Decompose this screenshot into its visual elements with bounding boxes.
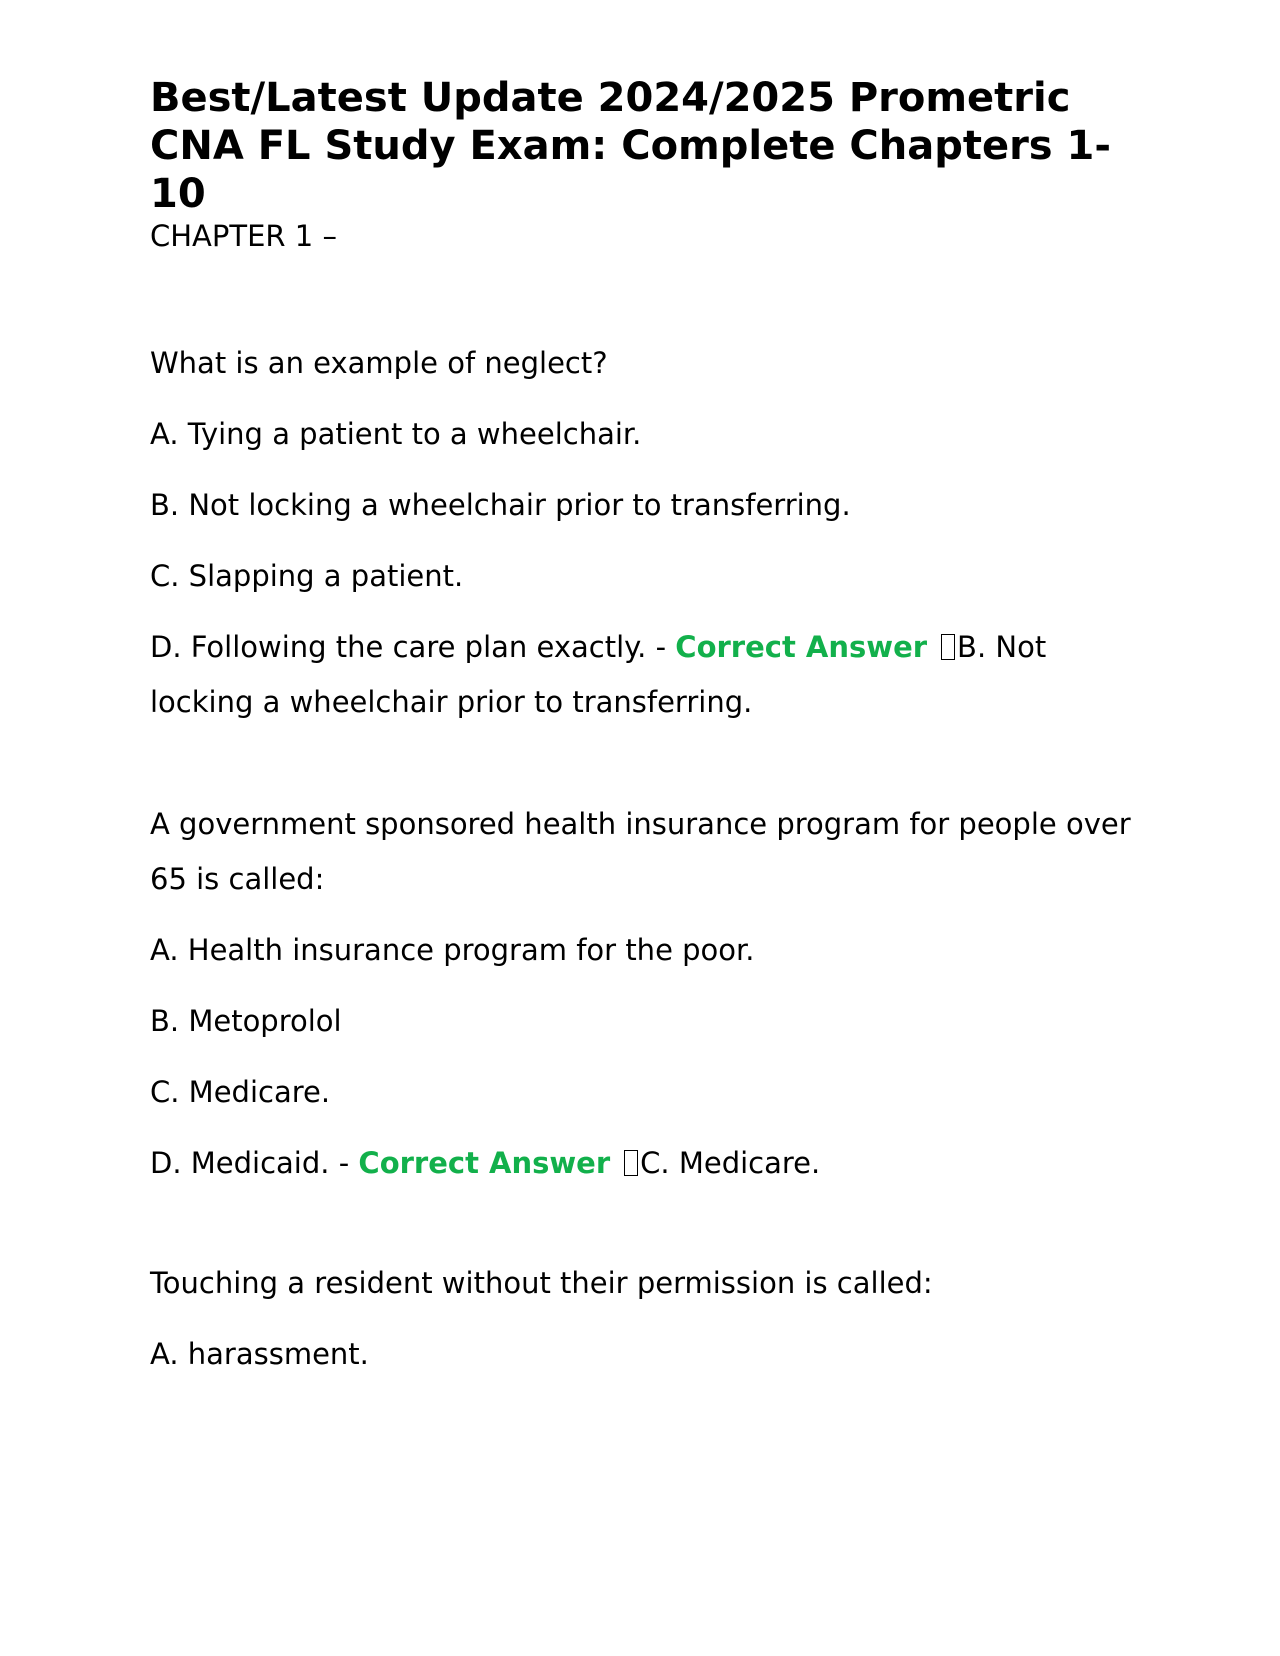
answer-option-with-key (150, 620, 1140, 730)
correct-answer-label: Correct Answer (675, 630, 928, 664)
correct-answer-text: C. Medicare. (640, 1146, 821, 1180)
question-prompt: What is an example of neglect? (150, 346, 608, 380)
correct-answer-text: B. Not locking a wheelchair prior to transferring. (150, 630, 1047, 719)
document-page (150, 74, 1140, 1371)
question-block (150, 1256, 1140, 1398)
answer-option: D. Following the care plan exactly. - (150, 630, 676, 664)
answer-option: A. harassment. (150, 1337, 369, 1371)
answer-option: C. Medicare. (150, 1075, 331, 1109)
document-title: Best/Latest Update 2024/2025 Prometric CNA FL Study Exam: Complete Chapters 1-10 (150, 75, 1111, 217)
answer-option: A. Tying a patient to a wheelchair. (150, 417, 642, 451)
correct-answer-label: Correct Answer (358, 1146, 611, 1180)
question-prompt: Touching a resident without their permission is called: (150, 1266, 933, 1300)
question-prompt: A government sponsored health insurance program for people over 65 is called: (150, 807, 1131, 896)
missing-glyph-icon (624, 1150, 638, 1176)
answer-option: D. Medicaid. - (150, 1146, 359, 1180)
answer-option: A. Health insurance program for the poor. (150, 933, 755, 967)
answer-option: C. Slapping a patient. (150, 559, 464, 593)
question-block (150, 797, 1140, 1207)
missing-glyph-icon (941, 634, 955, 660)
answer-option: B. Not locking a wheelchair prior to transferring. (150, 488, 851, 522)
chapter-heading: CHAPTER 1 – (150, 219, 337, 253)
answer-option-with-key (150, 1136, 1140, 1191)
question-block (150, 336, 1140, 746)
answer-option: B. Metoprolol (150, 1004, 342, 1038)
